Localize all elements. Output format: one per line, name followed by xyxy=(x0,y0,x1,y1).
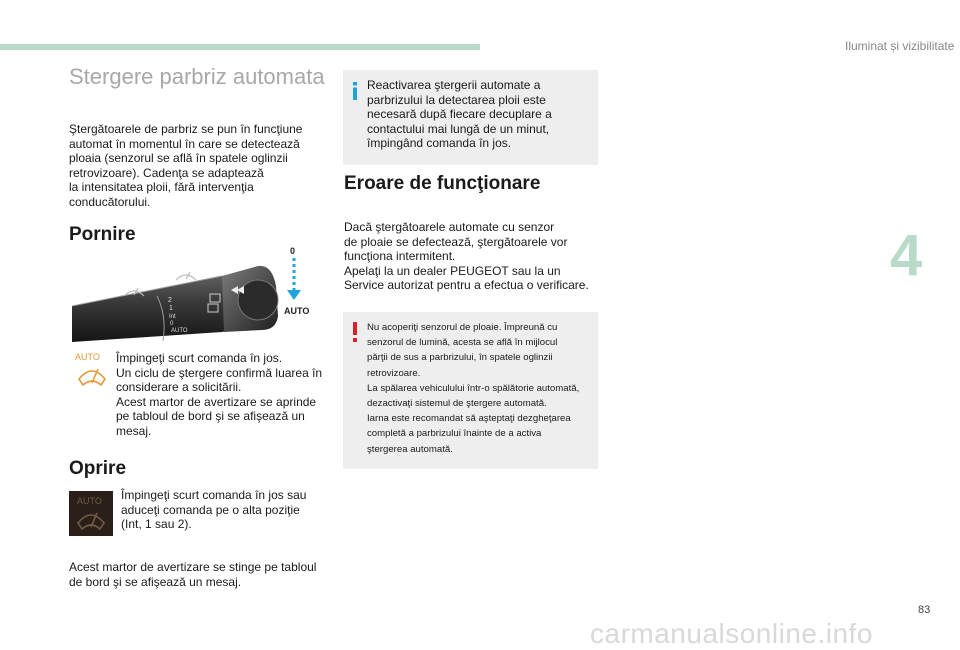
auto-wiper-off-icon xyxy=(69,491,113,536)
intro-line: la intensitatea ploii, fără intervenţia xyxy=(69,180,254,195)
warning-line: completă a parbrizului înainte de a activa xyxy=(367,428,542,440)
eroare-line: Apelaţi la un dealer PEUGEOT sau la un xyxy=(344,263,561,278)
pornire-line: Un ciclu de ştergere confirmă luarea în xyxy=(116,365,323,380)
header-accent-bar xyxy=(0,44,480,50)
heading-pornire: Pornire xyxy=(69,224,136,245)
stalk-label-zero: 0 xyxy=(290,246,296,256)
pornire-paragraph xyxy=(116,351,326,439)
wiper-up-icon xyxy=(176,272,196,280)
chapter-number: 4 xyxy=(890,223,923,288)
arrow-head-icon xyxy=(287,290,301,300)
warning-line: La spălarea vehiculului într-o spălătorie automată, xyxy=(367,382,580,394)
oprire-final-paragraph xyxy=(69,560,329,589)
info-line: parbrizului la detectarea ploii este xyxy=(367,92,546,107)
oprire-icon-label: AUTO xyxy=(77,496,102,506)
auto-icon-label: AUTO xyxy=(75,352,100,362)
warning-paragraph xyxy=(367,320,595,457)
heading-eroare: Eroare de funcţionare xyxy=(344,173,541,194)
oprire-line: Împingeţi scurt comanda în jos sau xyxy=(121,488,307,502)
pornire-line: pe tabloul de bord şi se afişează un xyxy=(116,409,305,424)
eroare-line: de ploaie se defectează, ştergătoarele vor xyxy=(344,234,568,249)
info-line: necesară după fiecare decuplare a xyxy=(367,107,552,122)
intro-line: ploaia (senzorul se află în spatele oglinzii xyxy=(69,151,288,166)
intro-line: automat în momentul în care se detectează xyxy=(69,136,300,151)
pornire-line: Acest martor de avertizare se aprinde xyxy=(116,394,317,409)
eroare-line: Dacă ştergătoarele automate cu senzor xyxy=(344,220,555,234)
eroare-paragraph xyxy=(344,220,599,293)
warning-line: ştergerea automată. xyxy=(367,443,453,455)
warning-line: părţii de sus a parbrizului, în spatele oglinzii xyxy=(367,352,553,364)
page-title: Stergere parbriz automata xyxy=(69,64,325,89)
watermark: carmanualsonline.info xyxy=(590,618,873,649)
pornire-line: Împingeţi scurt comanda în jos. xyxy=(116,351,283,365)
intro-line: retrovizoare). Cadenţa se adaptează xyxy=(69,165,264,180)
pornire-line: considerare a solicitării. xyxy=(116,380,242,395)
info-line: împingând comanda în jos. xyxy=(367,136,512,151)
warning-icon xyxy=(352,322,358,342)
eroare-line: funcţiona intermitent. xyxy=(344,249,456,264)
auto-wiper-warning-icon xyxy=(74,351,110,391)
intro-paragraph xyxy=(69,122,319,210)
heading-oprire: Oprire xyxy=(69,458,127,479)
page-number: 83 xyxy=(918,604,931,616)
stalk-label-auto: AUTO xyxy=(284,306,310,316)
warning-line: senzorul de lumină, acesta se află în mijlocul xyxy=(367,337,558,349)
eroare-line: Service autorizat pentru a efectua o verificare. xyxy=(344,278,589,293)
info-icon xyxy=(352,82,358,100)
oprire-line: aduceţi comanda pe o alta poziţie xyxy=(121,502,300,517)
section-title: Iluminat și vizibilitate xyxy=(845,39,955,53)
stalk-label-one: 1 xyxy=(169,305,173,312)
info-line: Reactivarea ştergerii automate a xyxy=(367,78,541,92)
warning-line: Iarna este recomandat să aşteptaţi dezgheţarea xyxy=(367,413,571,425)
info-line: contactului mai lungă de un minut, xyxy=(367,121,550,136)
pornire-line: mesaj. xyxy=(116,423,152,438)
intro-line: Ştergătoarele de parbriz se pun în funcţiune xyxy=(69,122,303,136)
final-line: Acest martor de avertizare se stinge pe tabloul xyxy=(69,560,317,574)
oprire-paragraph xyxy=(121,488,321,532)
stalk-label-auto-small: AUTO xyxy=(171,328,188,334)
stalk-label-two: 2 xyxy=(168,297,172,304)
warning-line: dezactivaţi sistemul de ştergere automată. xyxy=(367,398,547,410)
warning-line: retrovizoare. xyxy=(367,367,421,379)
info-paragraph xyxy=(367,78,587,151)
stalk-label-int: Int xyxy=(169,314,176,320)
oprire-line: (Int, 1 sau 2). xyxy=(121,517,192,532)
warning-line: Nu acoperiţi senzorul de ploaie. Împreună cu xyxy=(367,322,558,333)
wiper-stalk-illustration xyxy=(72,246,320,348)
intro-line: conducătorului. xyxy=(69,194,151,209)
stalk-label-zero-small: 0 xyxy=(170,321,174,327)
final-line: de bord şi se afişează un mesaj. xyxy=(69,574,242,589)
